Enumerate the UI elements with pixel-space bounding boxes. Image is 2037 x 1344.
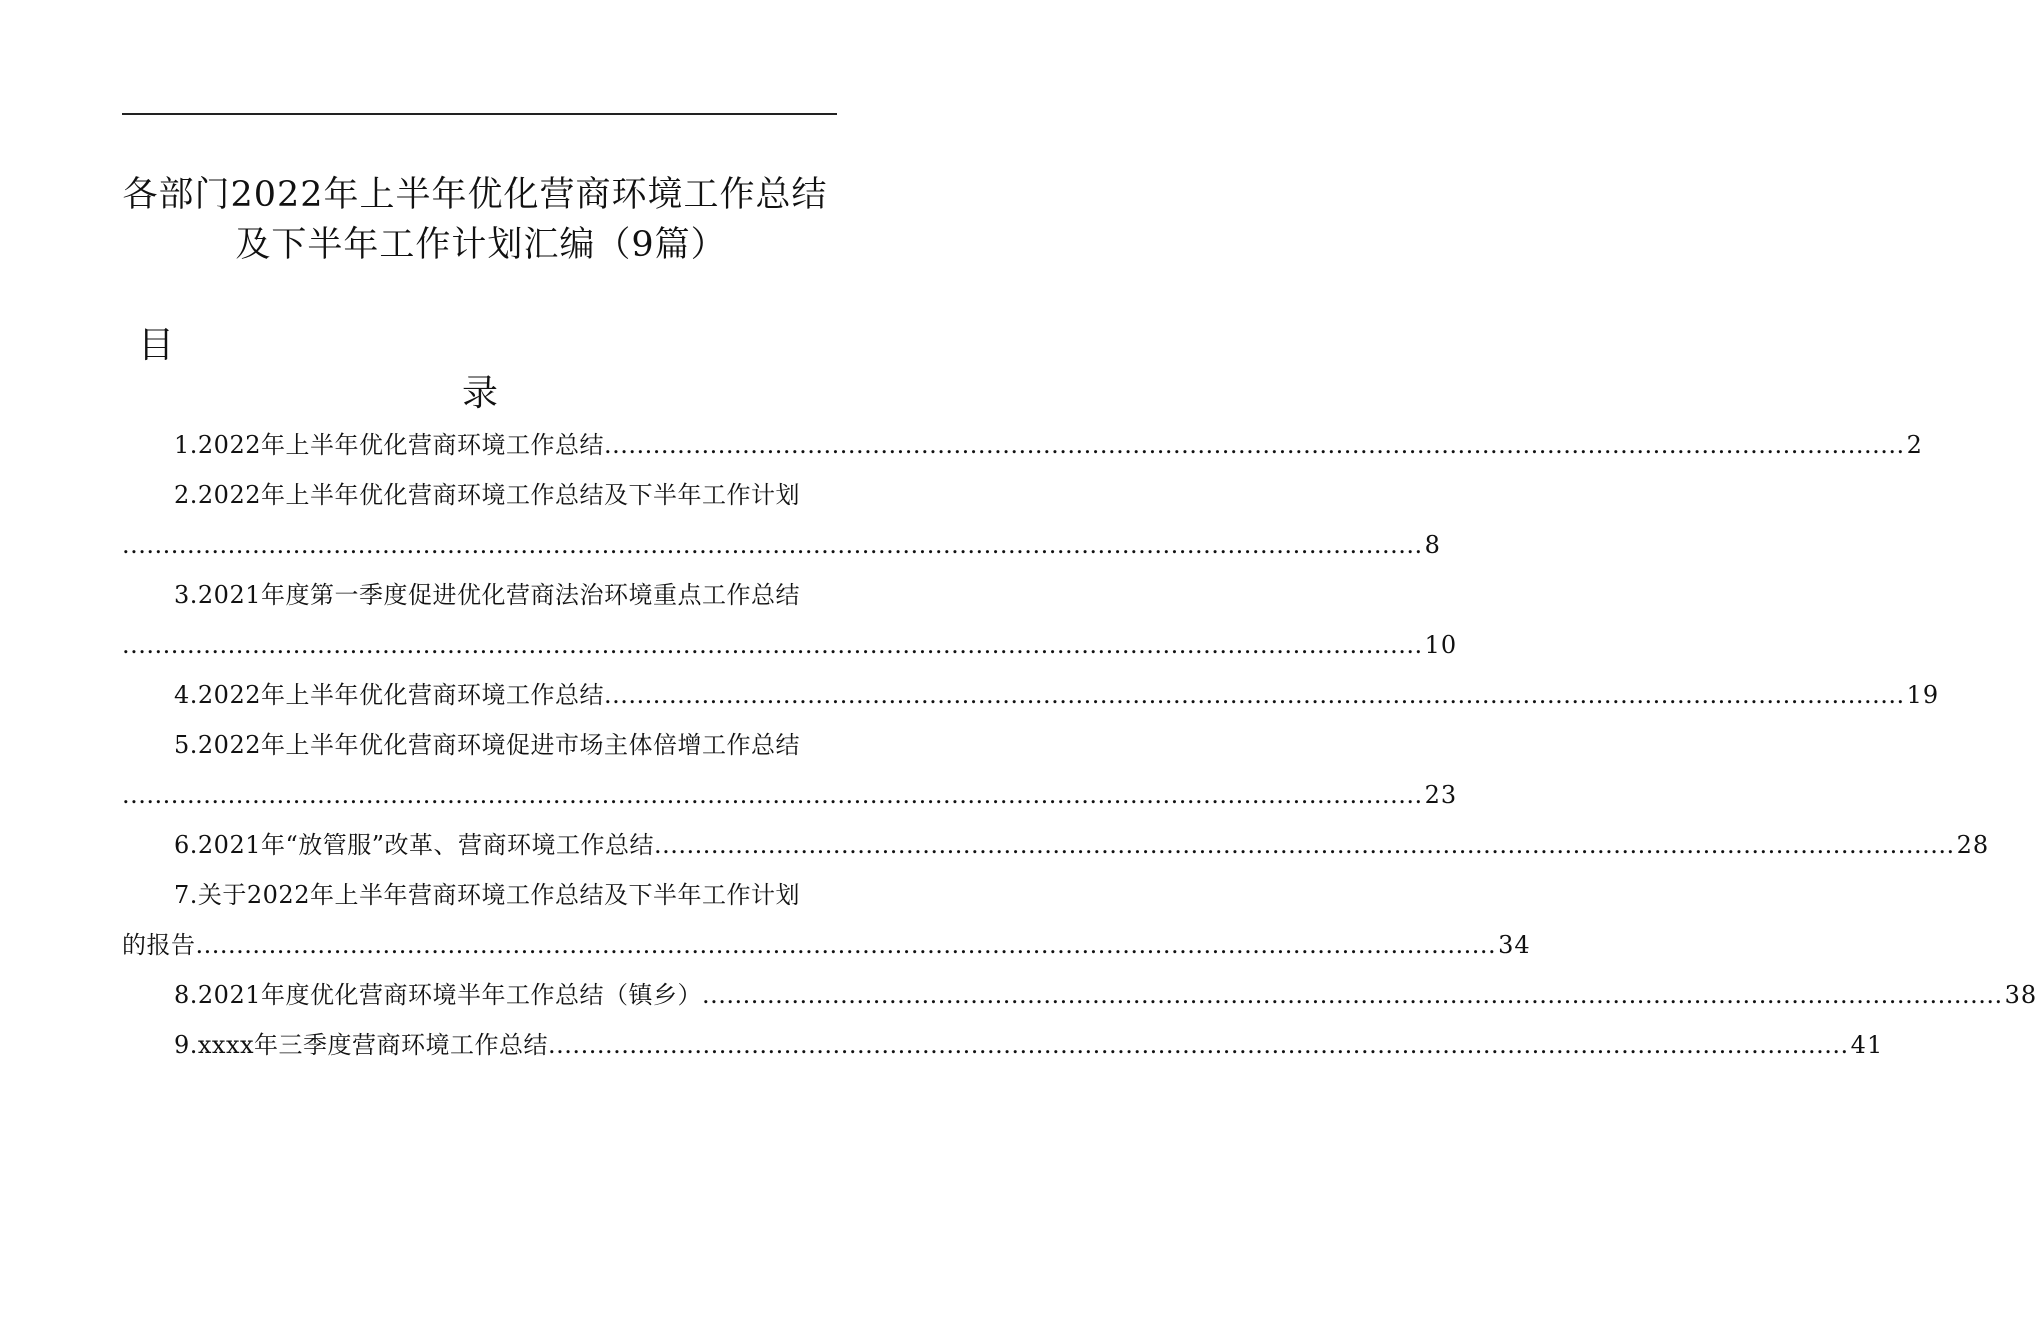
toc-page-number: 19 [1906, 681, 1940, 709]
toc-leader-dots [604, 670, 1905, 720]
toc-entry-2-line-1[interactable] [122, 470, 837, 520]
table-of-contents [122, 420, 2037, 1070]
toc-entry-text: 4.2022年上半年优化营商环境工作总结 [174, 681, 604, 709]
toc-entry-text: 3.2021年度第一季度促进优化营商法治环境重点工作总结 [174, 581, 800, 609]
toc-entry-text: 6.2021年“放管服”改革、营商环境工作总结 [174, 831, 655, 859]
toc-leader-dots [548, 1020, 1849, 1070]
toc-leader-dots [122, 620, 1423, 670]
toc-page-number: 2 [1906, 431, 1923, 459]
document-title-line-2: 及下半年工作计划汇编（9篇） [235, 225, 727, 265]
toc-entry-text: 的报告 [122, 931, 196, 959]
toc-entry-5-line-1[interactable] [122, 720, 837, 770]
toc-entry-6-line-1[interactable] [122, 820, 1990, 870]
toc-page-number: 28 [1956, 831, 1990, 859]
toc-page-number: 41 [1850, 1031, 1884, 1059]
toc-leader-dots [702, 970, 2003, 1020]
toc-leader-dots [122, 770, 1423, 820]
toc-leader-dots [654, 820, 1955, 870]
toc-entry-5-line-2[interactable] [122, 770, 1458, 820]
toc-page-number: 8 [1424, 531, 1441, 559]
toc-page-number: 38 [2004, 981, 2037, 1009]
toc-entry-text: 5.2022年上半年优化营商环境促进市场主体倍增工作总结 [174, 731, 800, 759]
toc-entry-3-line-2[interactable] [122, 620, 1458, 670]
toc-entry-7-line-2[interactable] [122, 920, 1531, 970]
toc-leader-dots [196, 920, 1497, 970]
toc-heading-part-2: 录 [462, 373, 499, 414]
toc-entry-9-line-1[interactable] [122, 1020, 1884, 1070]
toc-heading-part-1: 目 [138, 325, 175, 366]
toc-entry-4-line-1[interactable] [122, 670, 1940, 720]
toc-page-number: 23 [1424, 781, 1458, 809]
toc-entry-8-line-1[interactable] [122, 970, 2037, 1020]
toc-entry-text: 8.2021年度优化营商环境半年工作总结（镇乡） [174, 981, 702, 1009]
toc-entry-7-line-1[interactable] [122, 870, 837, 920]
toc-entry-text: 1.2022年上半年优化营商环境工作总结 [174, 431, 604, 459]
toc-entry-text: 2.2022年上半年优化营商环境工作总结及下半年工作计划 [174, 481, 800, 509]
toc-leader-dots [122, 520, 1423, 570]
toc-entry-2-line-2[interactable] [122, 520, 1441, 570]
header-rule [122, 113, 837, 115]
toc-entry-text: 9.xxxx年三季度营商环境工作总结 [174, 1031, 549, 1059]
toc-entry-1-line-1[interactable] [122, 420, 1923, 470]
toc-page-number: 34 [1498, 931, 1531, 959]
document-title-line-1: 各部门2022年上半年优化营商环境工作总结 [122, 175, 828, 215]
toc-entry-3-line-1[interactable] [122, 570, 837, 620]
toc-page-number: 10 [1424, 631, 1458, 659]
toc-entry-text: 7.关于2022年上半年营商环境工作总结及下半年工作计划 [174, 881, 800, 909]
toc-leader-dots [604, 420, 1905, 470]
